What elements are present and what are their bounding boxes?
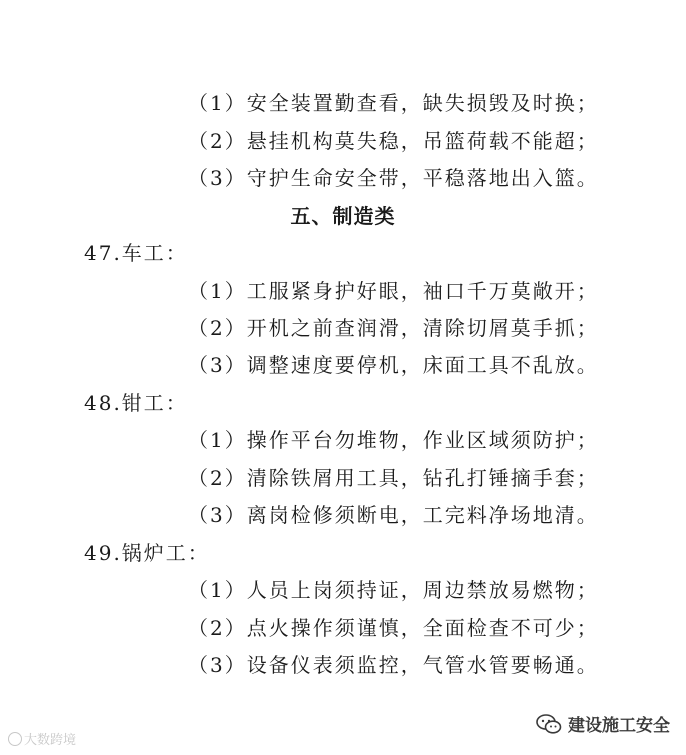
list-item: （2）点火操作须谨慎，全面检查不可少；: [188, 616, 599, 640]
list-item: （1）工服紧身护好眼，袖口千万莫敞开；: [188, 279, 599, 303]
list-item: （2）清除铁屑用工具，钻孔打锤摘手套；: [188, 466, 599, 490]
list-item: （1）人员上岗须持证，周边禁放易燃物；: [188, 578, 599, 602]
list-item: （1）安全装置勤查看，缺失损毁及时换；: [188, 91, 599, 115]
watermark-right: [536, 711, 670, 736]
list-item: （1）操作平台勿堆物，作业区域须防护；: [188, 428, 599, 452]
wechat-icon: [536, 714, 562, 734]
watermark-right-text: 建设施工安全: [568, 716, 670, 736]
list-item: （3）调整速度要停机，床面工具不乱放。: [188, 353, 599, 377]
list-item: （2）悬挂机构莫失稳，吊篮荷载不能超；: [188, 129, 599, 153]
section-title: 49.锅炉工：: [84, 541, 210, 565]
list-item: （3）离岗检修须断电，工完料净场地清。: [188, 503, 599, 527]
list-item: （2）开机之前查润滑，清除切屑莫手抓；: [188, 316, 599, 340]
watermark-left-text: 大数跨境: [24, 733, 77, 748]
watermark-left: [8, 729, 76, 748]
list-item: （3）守护生命安全带，平稳落地出入篮。: [188, 166, 599, 190]
section-heading: 五、制造类: [290, 204, 396, 228]
section-title: 48.钳工：: [84, 391, 188, 415]
brand-logo-icon: [8, 732, 22, 746]
list-item: （3）设备仪表须监控，气管水管要畅通。: [188, 653, 599, 677]
section-title: 47.车工：: [84, 241, 188, 265]
